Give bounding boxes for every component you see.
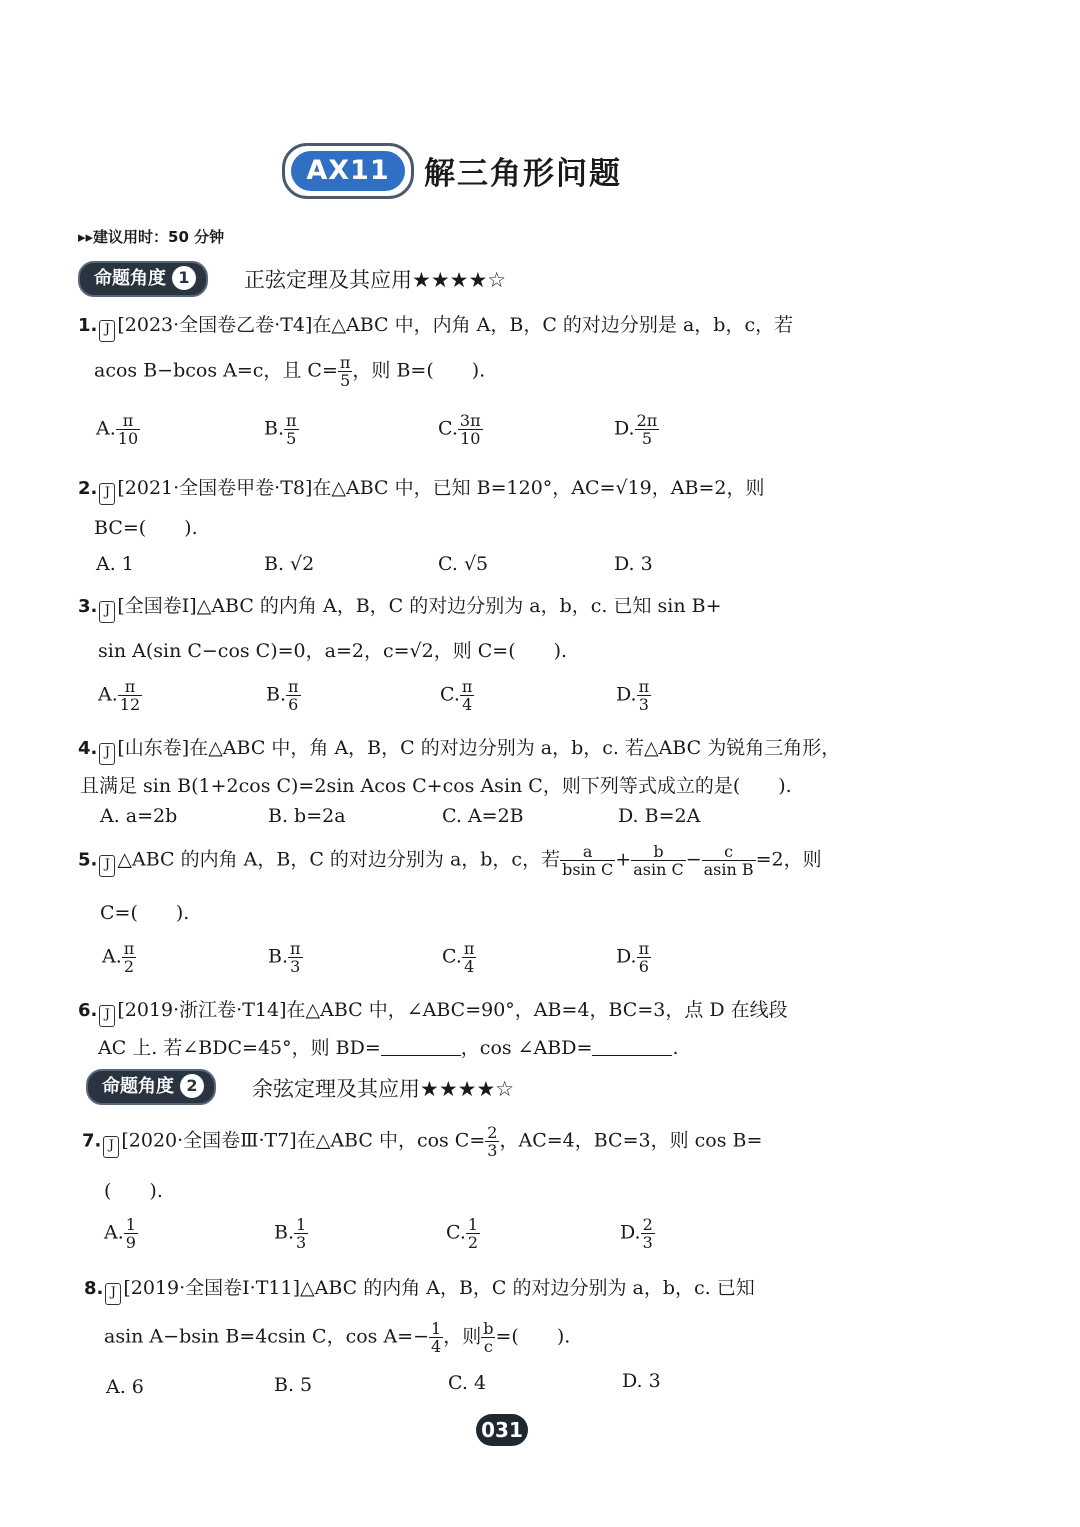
- question-2-line-2: BC=( ).: [94, 517, 198, 539]
- option-key: A.: [96, 417, 116, 440]
- denominator: bsin C: [562, 860, 614, 879]
- fraction: [635, 412, 660, 447]
- question-text: [2019·浙江卷·T14]在△ABC 中，∠ABC=90°，AB=4，BC=3，点 D 在线段: [117, 999, 788, 1021]
- numerator: π: [461, 677, 473, 696]
- numerator: 2π: [636, 411, 658, 430]
- question-6-line-2: [98, 1033, 678, 1060]
- question-8-line-1: [84, 1273, 755, 1305]
- page-number: 031: [476, 1414, 528, 1446]
- numerator: 1: [431, 1319, 442, 1338]
- question-text: ，cos ∠ABD=: [460, 1037, 593, 1059]
- question-text: asin A−bsin B=4csin C，cos A=−: [104, 1325, 430, 1348]
- option-d: [616, 940, 651, 975]
- fraction: [116, 412, 140, 447]
- question-3-line-1: [78, 591, 722, 623]
- numerator: 2: [642, 1215, 653, 1234]
- option-key: B.: [268, 945, 289, 968]
- fraction: [485, 1124, 499, 1159]
- question-4-line-2: 且满足 sin B(1+2cos C)=2sin Acos C+cos Asin C，则下列等式成立的是( ).: [80, 775, 792, 797]
- numerator: π: [286, 411, 297, 430]
- denominator: 10: [117, 429, 139, 448]
- fraction: [560, 843, 615, 878]
- fraction: [124, 1216, 138, 1251]
- question-number: 8.: [84, 1278, 104, 1299]
- question-text: [2020·全国卷Ⅲ·T7]在△ABC 中，cos C=: [121, 1129, 486, 1152]
- numerator: b: [483, 1319, 494, 1338]
- time-hint: ▸▸建议用时：50 分钟: [78, 228, 225, 246]
- option-key: D.: [620, 1221, 641, 1244]
- option-b: [264, 412, 299, 447]
- title-badge: [282, 143, 414, 199]
- option-key: C.: [440, 683, 460, 706]
- option-d: [616, 678, 651, 713]
- option-key: A.: [104, 1221, 124, 1244]
- question-8-line-2: [104, 1320, 570, 1355]
- operator: −: [685, 848, 702, 871]
- question-text: ，AC=4，BC=3，则 cos B=: [499, 1129, 763, 1152]
- fraction: [288, 940, 303, 975]
- fraction: [118, 678, 142, 713]
- denominator: 5: [286, 429, 297, 448]
- question-7-line-1: [82, 1124, 762, 1159]
- denominator: 2: [467, 1233, 479, 1252]
- difficulty-icon: J: [105, 1283, 121, 1305]
- question-2-line-1: [78, 473, 764, 505]
- option-c: [438, 412, 483, 447]
- numerator: π: [463, 939, 475, 958]
- fraction: [338, 354, 353, 389]
- numerator: 2: [487, 1123, 498, 1142]
- option-c: C. 4: [448, 1372, 487, 1394]
- fraction: [631, 843, 686, 878]
- difficulty-icon: J: [99, 855, 115, 877]
- title-badge-label: AX11: [291, 151, 405, 191]
- section-badge-2: [86, 1069, 216, 1105]
- numerator: π: [339, 353, 351, 372]
- question-number: 5.: [78, 849, 98, 871]
- option-key: B.: [274, 1221, 295, 1244]
- denominator: 5: [340, 371, 351, 390]
- question-text: =2，则: [755, 848, 822, 871]
- denominator: 3: [642, 1233, 653, 1252]
- numerator: π: [638, 939, 650, 958]
- question-6-line-1: [78, 995, 788, 1027]
- section-label: 命题角度: [94, 268, 166, 289]
- question-text: [2019·全国卷Ⅰ·T11]△ABC 的内角 A，B，C 的对边分别为 a，b，c. 已知: [123, 1277, 755, 1299]
- operator: +: [615, 848, 632, 871]
- question-number: 4.: [78, 738, 98, 759]
- option-d: [620, 1216, 655, 1251]
- option-c: [442, 940, 476, 975]
- option-key: A.: [98, 683, 118, 706]
- denominator: 6: [638, 957, 649, 976]
- denominator: 2: [123, 957, 135, 976]
- option-key: C.: [446, 1221, 466, 1244]
- fraction: [466, 1216, 480, 1251]
- denominator: 9: [125, 1233, 136, 1252]
- question-1-line-2: [94, 354, 485, 389]
- numerator: π: [290, 939, 301, 958]
- option-b: [266, 678, 301, 713]
- fraction: [294, 1216, 308, 1251]
- numerator: b: [631, 843, 686, 861]
- question-text: =( ).: [495, 1325, 571, 1348]
- option-a: [102, 940, 136, 975]
- question-text: [2021·全国卷甲卷·T8]在△ABC 中，已知 B=120°，AC=√19，AB=2，则: [117, 477, 765, 499]
- option-d: D. 3: [614, 553, 653, 575]
- option-a: A. 6: [106, 1376, 144, 1398]
- option-b: B. 5: [274, 1374, 313, 1396]
- section-label: 命题角度: [102, 1076, 174, 1097]
- question-text: [山东卷]在△ABC 中，角 A，B，C 的对边分别为 a，b，c. 若△ABC 为锐角三角形，: [117, 737, 841, 759]
- option-key: B.: [264, 417, 285, 440]
- denominator: 10: [460, 429, 481, 448]
- fraction: [637, 678, 652, 713]
- fraction: [286, 678, 301, 713]
- denominator: 4: [462, 695, 473, 714]
- question-text: .: [672, 1037, 679, 1059]
- page-title: 解三角形问题: [424, 156, 622, 192]
- numerator: π: [116, 412, 140, 430]
- option-key: C.: [442, 945, 462, 968]
- numerator: π: [638, 677, 650, 696]
- section-number: 1: [172, 266, 196, 290]
- option-d: D. 3: [622, 1370, 661, 1392]
- question-text: [2023·全国卷乙卷·T4]在△ABC 中，内角 A，B，C 的对边分别是 a，b，c，若: [117, 314, 794, 336]
- denominator: 3: [638, 695, 649, 714]
- question-7-line-2: ( ).: [104, 1180, 163, 1202]
- denominator: 6: [288, 695, 299, 714]
- question-number: 2.: [78, 478, 98, 499]
- numerator: 3π: [459, 411, 481, 430]
- option-c: C. A=2B: [442, 805, 524, 827]
- denominator: asin B: [703, 860, 754, 879]
- denominator: 4: [431, 1337, 442, 1356]
- question-text: ，则: [443, 1325, 482, 1348]
- numerator: 1: [467, 1215, 479, 1234]
- question-text: AC 上. 若∠BDC=45°，则 BD=: [98, 1037, 381, 1059]
- option-a: [104, 1216, 138, 1251]
- difficulty-icon: J: [99, 483, 115, 505]
- question-number: 1.: [78, 315, 98, 336]
- numerator: 1: [125, 1215, 136, 1234]
- denominator: 3: [487, 1141, 498, 1160]
- difficulty-icon: J: [103, 1136, 119, 1158]
- denominator: 3: [290, 957, 301, 976]
- question-text: [全国卷Ⅰ]△ABC 的内角 A，B，C 的对边分别为 a，b，c. 已知 sin B+: [117, 595, 722, 617]
- fraction: [702, 843, 756, 878]
- option-key: D.: [616, 683, 637, 706]
- option-d: D. B=2A: [618, 805, 701, 827]
- question-5-line-1: [78, 843, 822, 878]
- option-a: [96, 412, 140, 447]
- option-a: A. 1: [96, 553, 134, 575]
- option-key: A.: [102, 945, 122, 968]
- question-number: 7.: [82, 1130, 102, 1152]
- numerator: 1: [296, 1215, 307, 1234]
- fraction: [462, 940, 477, 975]
- numerator: π: [118, 678, 142, 696]
- option-key: D.: [616, 945, 637, 968]
- fraction: [460, 678, 475, 713]
- difficulty-icon: J: [99, 1005, 115, 1027]
- fraction: [122, 940, 137, 975]
- question-text: △ABC 的内角 A，B，C 的对边分别为 a，b，c，若: [117, 848, 561, 871]
- question-text: acos B−bcos A=c，且 C=: [94, 359, 338, 382]
- numerator: c: [702, 843, 756, 861]
- answer-blank[interactable]: [381, 1055, 461, 1056]
- option-b: [268, 940, 303, 975]
- numerator: π: [123, 939, 135, 958]
- fraction: [481, 1320, 495, 1355]
- denominator: 4: [464, 957, 475, 976]
- option-key: C.: [438, 417, 458, 440]
- difficulty-icon: J: [99, 743, 115, 765]
- option-c: [446, 1216, 480, 1251]
- question-1-line-1: [78, 310, 793, 342]
- option-key: B.: [266, 683, 287, 706]
- denominator: 3: [296, 1233, 307, 1252]
- numerator: π: [288, 677, 299, 696]
- fraction: [637, 940, 652, 975]
- denominator: asin C: [633, 860, 684, 879]
- question-text: ，则 B=( ).: [352, 359, 486, 382]
- option-c: C. √5: [438, 553, 489, 575]
- denominator: 5: [641, 429, 653, 448]
- fraction: [458, 412, 483, 447]
- fraction: [429, 1320, 443, 1355]
- option-c: [440, 678, 474, 713]
- option-b: B. b=2a: [268, 805, 346, 827]
- difficulty-icon: J: [99, 320, 115, 342]
- fraction: [641, 1216, 655, 1251]
- question-number: 3.: [78, 596, 98, 617]
- question-5-line-2: C=( ).: [100, 902, 190, 924]
- answer-blank[interactable]: [592, 1055, 672, 1056]
- section-number: 2: [180, 1074, 204, 1098]
- section-title-1: 正弦定理及其应用★★★★☆: [244, 268, 507, 292]
- option-b: [274, 1216, 308, 1251]
- denominator: c: [483, 1337, 493, 1356]
- question-number: 6.: [78, 1000, 98, 1021]
- question-3-line-2: sin A(sin C−cos C)=0，a=2，c=√2，则 C=( ).: [98, 640, 568, 662]
- option-a: [98, 678, 142, 713]
- fraction: [284, 412, 299, 447]
- section-title-2: 余弦定理及其应用★★★★☆: [252, 1077, 515, 1101]
- option-b: B. √2: [264, 553, 315, 575]
- option-d: [614, 412, 659, 447]
- numerator: a: [560, 843, 615, 861]
- option-key: D.: [614, 417, 635, 440]
- section-badge-1: [78, 261, 208, 297]
- difficulty-icon: J: [99, 601, 115, 623]
- denominator: 12: [119, 695, 141, 714]
- option-a: A. a=2b: [100, 805, 178, 827]
- question-4-line-1: [78, 733, 840, 765]
